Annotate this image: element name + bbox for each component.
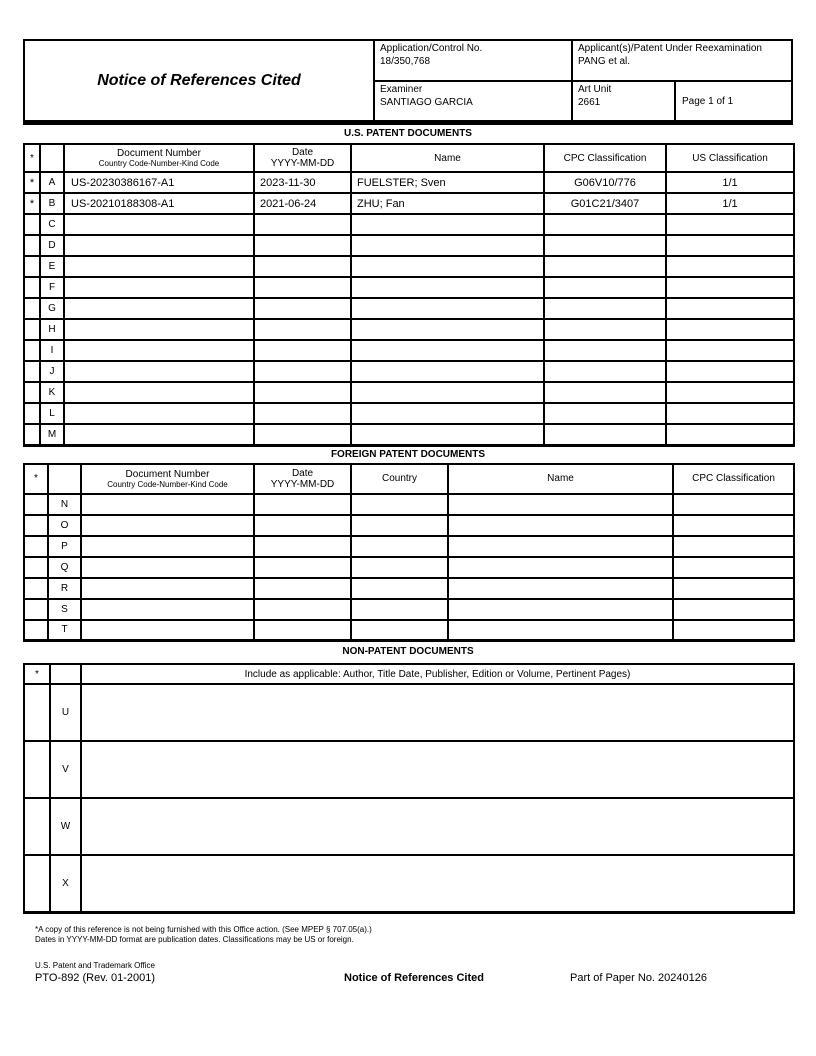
date-header-line2: YYYY-MM-DD [270, 158, 335, 169]
application-number-value: 18/350,768 [380, 56, 431, 67]
doc-number-cell [64, 277, 254, 298]
star-cell [24, 855, 50, 912]
date-cell [254, 557, 351, 578]
doc-number-cell [81, 578, 254, 599]
cpc-cell [544, 277, 666, 298]
star-cell [24, 340, 40, 361]
name-cell [448, 557, 673, 578]
date-cell [254, 578, 351, 599]
letter-cell: B [40, 193, 64, 214]
examiner-cell [375, 82, 573, 120]
star-cell [24, 298, 40, 319]
form-header-right [375, 41, 791, 120]
letter-cell: N [48, 494, 81, 515]
table-row [24, 172, 794, 193]
doc-number-cell [64, 382, 254, 403]
letter-column-header [48, 464, 81, 494]
examiner-value: SANTIAGO GARCIA [380, 97, 473, 108]
cpc-cell [673, 515, 794, 536]
us-table-header-row [24, 144, 794, 172]
table-row [24, 855, 794, 912]
name-cell [351, 424, 544, 445]
table-row [24, 620, 794, 641]
name-cell [351, 319, 544, 340]
us-patent-documents-table [23, 143, 795, 447]
npl-text-cell [81, 798, 794, 855]
foreign-patent-documents-title: FOREIGN PATENT DOCUMENTS [330, 448, 486, 460]
us-class-cell [666, 361, 794, 382]
date-cell: 2023-11-30 [254, 172, 351, 193]
letter-cell: W [50, 798, 81, 855]
us-class-cell: 1/1 [666, 172, 794, 193]
star-cell [24, 798, 50, 855]
npl-text-cell [81, 684, 794, 741]
country-cell [351, 578, 448, 599]
cpc-cell [673, 599, 794, 620]
star-cell [24, 382, 40, 403]
doc-number-cell [81, 494, 254, 515]
letter-column-header [40, 144, 64, 172]
applicant-cell [573, 41, 791, 80]
applicant-value: PANG et al. [578, 56, 631, 67]
footnotes [23, 925, 793, 945]
country-cell [351, 515, 448, 536]
name-cell [448, 578, 673, 599]
date-cell [254, 256, 351, 277]
cpc-cell [544, 382, 666, 403]
date-cell [254, 214, 351, 235]
country-cell [351, 599, 448, 620]
star-column-header: * [24, 144, 40, 172]
footer-form-number: PTO-892 (Rev. 01-2001) [35, 971, 156, 984]
foreign-patent-documents-table [23, 463, 795, 643]
name-cell [448, 599, 673, 620]
name-cell [448, 494, 673, 515]
doc-number-cell [64, 424, 254, 445]
table-row [24, 578, 794, 599]
doc-number-cell [64, 298, 254, 319]
name-cell: ZHU; Fan [351, 193, 544, 214]
table-row [24, 361, 794, 382]
letter-cell: I [40, 340, 64, 361]
cpc-cell [544, 235, 666, 256]
doc-number-cell [64, 403, 254, 424]
date-cell: 2021-06-24 [254, 193, 351, 214]
document-number-column-header [81, 464, 254, 494]
star-cell [24, 256, 40, 277]
table-row [24, 319, 794, 340]
form-footer [23, 961, 793, 984]
letter-cell: T [48, 620, 81, 641]
date-cell [254, 536, 351, 557]
table-row [24, 340, 794, 361]
cpc-cell [544, 298, 666, 319]
cpc-cell [673, 494, 794, 515]
document-number-column-header [64, 144, 254, 172]
applicant-label: Applicant(s)/Patent Under Reexamination [578, 43, 762, 54]
star-cell: * [24, 193, 40, 214]
letter-cell: U [50, 684, 81, 741]
cpc-classification-column-header: CPC Classification [673, 464, 794, 494]
doc-number-cell [64, 214, 254, 235]
name-cell [448, 536, 673, 557]
application-number-cell [375, 41, 573, 80]
table-row [24, 256, 794, 277]
star-column-header: * [24, 464, 48, 494]
document-number-header-line1: Document Number [125, 468, 210, 480]
date-cell [254, 235, 351, 256]
us-class-cell [666, 256, 794, 277]
date-cell [254, 361, 351, 382]
examiner-label: Examiner [380, 84, 423, 95]
letter-cell: F [40, 277, 64, 298]
footer-office-line: U.S. Patent and Trademark Office [35, 960, 155, 970]
document-number-header-line2: Country Code-Number-Kind Code [98, 159, 220, 168]
letter-cell: A [40, 172, 64, 193]
country-cell [351, 557, 448, 578]
cpc-cell [673, 620, 794, 641]
date-cell [254, 494, 351, 515]
star-cell: * [24, 172, 40, 193]
letter-cell: S [48, 599, 81, 620]
date-header-line1: Date [291, 467, 314, 479]
letter-cell: X [50, 855, 81, 912]
doc-number-cell [81, 620, 254, 641]
name-cell [351, 340, 544, 361]
table-row [24, 235, 794, 256]
date-column-header [254, 144, 351, 172]
name-cell [448, 515, 673, 536]
table-row [24, 599, 794, 620]
country-column-header: Country [351, 464, 448, 494]
name-column-header: Name [448, 464, 673, 494]
us-class-cell [666, 403, 794, 424]
npl-table-header-row [24, 664, 794, 684]
doc-number-cell [64, 256, 254, 277]
letter-cell: H [40, 319, 64, 340]
document-number-header-line2: Country Code-Number-Kind Code [107, 479, 228, 489]
cpc-cell [544, 319, 666, 340]
date-cell [254, 319, 351, 340]
doc-number-cell [81, 515, 254, 536]
table-row [24, 494, 794, 515]
foreign-table-header-row [24, 464, 794, 494]
letter-column-header [50, 664, 81, 684]
star-cell [24, 361, 40, 382]
star-cell [24, 494, 48, 515]
cpc-cell [673, 557, 794, 578]
art-unit-value: 2661 [578, 97, 601, 108]
cpc-classification-column-header: CPC Classification [544, 144, 666, 172]
name-cell [351, 298, 544, 319]
letter-cell: K [40, 382, 64, 403]
cpc-cell: G06V10/776 [544, 172, 666, 193]
doc-number-cell [81, 557, 254, 578]
cpc-cell [544, 361, 666, 382]
cpc-cell [544, 424, 666, 445]
footer-form-title: Notice of References Cited [344, 971, 484, 984]
letter-cell: M [40, 424, 64, 445]
star-cell [24, 599, 48, 620]
letter-cell: G [40, 298, 64, 319]
country-cell [351, 536, 448, 557]
form-header [23, 39, 793, 125]
name-cell [351, 403, 544, 424]
star-cell [24, 319, 40, 340]
doc-number-cell [64, 235, 254, 256]
date-cell [254, 340, 351, 361]
form-title: Notice of References Cited [25, 41, 375, 120]
star-cell [24, 557, 48, 578]
letter-cell: V [50, 741, 81, 798]
document-number-header-line1: Document Number [117, 148, 201, 159]
us-classification-column-header: US Classification [666, 144, 794, 172]
star-cell [24, 235, 40, 256]
page-indicator: Page 1 of 1 [682, 95, 734, 107]
doc-number-cell: US-20230386167-A1 [64, 172, 254, 193]
art-unit-cell [573, 82, 676, 120]
table-row [24, 424, 794, 445]
doc-number-cell [81, 536, 254, 557]
footnote-dates-format: Dates in YYYY-MM-DD format are publication dates. Classifications may be US or foreign. [35, 934, 354, 944]
table-row [24, 382, 794, 403]
cpc-cell [544, 340, 666, 361]
npl-text-cell [81, 741, 794, 798]
date-cell [254, 277, 351, 298]
name-cell [448, 620, 673, 641]
non-patent-documents-table [23, 663, 795, 914]
star-cell [24, 214, 40, 235]
letter-cell: O [48, 515, 81, 536]
art-unit-label: Art Unit [578, 84, 612, 95]
letter-cell: P [48, 536, 81, 557]
us-class-cell [666, 277, 794, 298]
date-cell [254, 599, 351, 620]
footer-paper-number: Part of Paper No. 20240126 [570, 971, 707, 984]
table-row [24, 536, 794, 557]
us-patent-documents-title: U.S. PATENT DOCUMENTS [344, 128, 472, 139]
cpc-cell [673, 578, 794, 599]
us-class-cell [666, 382, 794, 403]
letter-cell: L [40, 403, 64, 424]
table-row [24, 403, 794, 424]
star-cell [24, 424, 40, 445]
us-class-cell [666, 340, 794, 361]
date-header-line2: YYYY-MM-DD [270, 478, 335, 490]
us-class-cell: 1/1 [666, 193, 794, 214]
star-cell [24, 620, 48, 641]
cpc-cell [673, 536, 794, 557]
cpc-cell [544, 214, 666, 235]
table-row [24, 515, 794, 536]
date-cell [254, 424, 351, 445]
us-class-cell [666, 319, 794, 340]
doc-number-cell: US-20210188308-A1 [64, 193, 254, 214]
table-row [24, 798, 794, 855]
star-cell [24, 536, 48, 557]
date-header-line1: Date [291, 147, 314, 158]
table-row [24, 298, 794, 319]
date-cell [254, 403, 351, 424]
star-cell [24, 515, 48, 536]
doc-number-cell [64, 340, 254, 361]
npl-text-cell [81, 855, 794, 912]
cpc-cell: G01C21/3407 [544, 193, 666, 214]
letter-cell: Q [48, 557, 81, 578]
doc-number-cell [64, 319, 254, 340]
star-cell [24, 684, 50, 741]
name-cell [351, 382, 544, 403]
date-cell [254, 382, 351, 403]
star-cell [24, 403, 40, 424]
letter-cell: R [48, 578, 81, 599]
name-cell [351, 235, 544, 256]
letter-cell: D [40, 235, 64, 256]
table-row [24, 214, 794, 235]
us-class-cell [666, 298, 794, 319]
application-number-label: Application/Control No. [380, 43, 483, 54]
country-cell [351, 620, 448, 641]
name-cell: FUELSTER; Sven [351, 172, 544, 193]
table-row [24, 557, 794, 578]
star-cell [24, 277, 40, 298]
footnote-copy-reference: *A copy of this reference is not being furnished with this Office action. (See MPEP § 707.05(a).) [35, 924, 372, 934]
cpc-cell [544, 256, 666, 277]
date-cell [254, 298, 351, 319]
letter-cell: E [40, 256, 64, 277]
name-column-header: Name [351, 144, 544, 172]
star-cell [24, 741, 50, 798]
table-row [24, 277, 794, 298]
npl-include-note: Include as applicable: Author, Title Date, Publisher, Edition or Volume, Pertinent Pages) [81, 664, 794, 684]
non-patent-documents-title: NON-PATENT DOCUMENTS [342, 646, 474, 657]
date-cell [254, 620, 351, 641]
us-class-cell [666, 214, 794, 235]
date-column-header [254, 464, 351, 494]
name-cell [351, 361, 544, 382]
us-class-cell [666, 235, 794, 256]
letter-cell: C [40, 214, 64, 235]
name-cell [351, 214, 544, 235]
name-cell [351, 256, 544, 277]
name-cell [351, 277, 544, 298]
letter-cell: J [40, 361, 64, 382]
table-row [24, 684, 794, 741]
doc-number-cell [64, 361, 254, 382]
us-class-cell [666, 424, 794, 445]
table-row [24, 741, 794, 798]
doc-number-cell [81, 599, 254, 620]
star-column-header: * [24, 664, 50, 684]
table-row [24, 193, 794, 214]
country-cell [351, 494, 448, 515]
date-cell [254, 515, 351, 536]
cpc-cell [544, 403, 666, 424]
star-cell [24, 578, 48, 599]
